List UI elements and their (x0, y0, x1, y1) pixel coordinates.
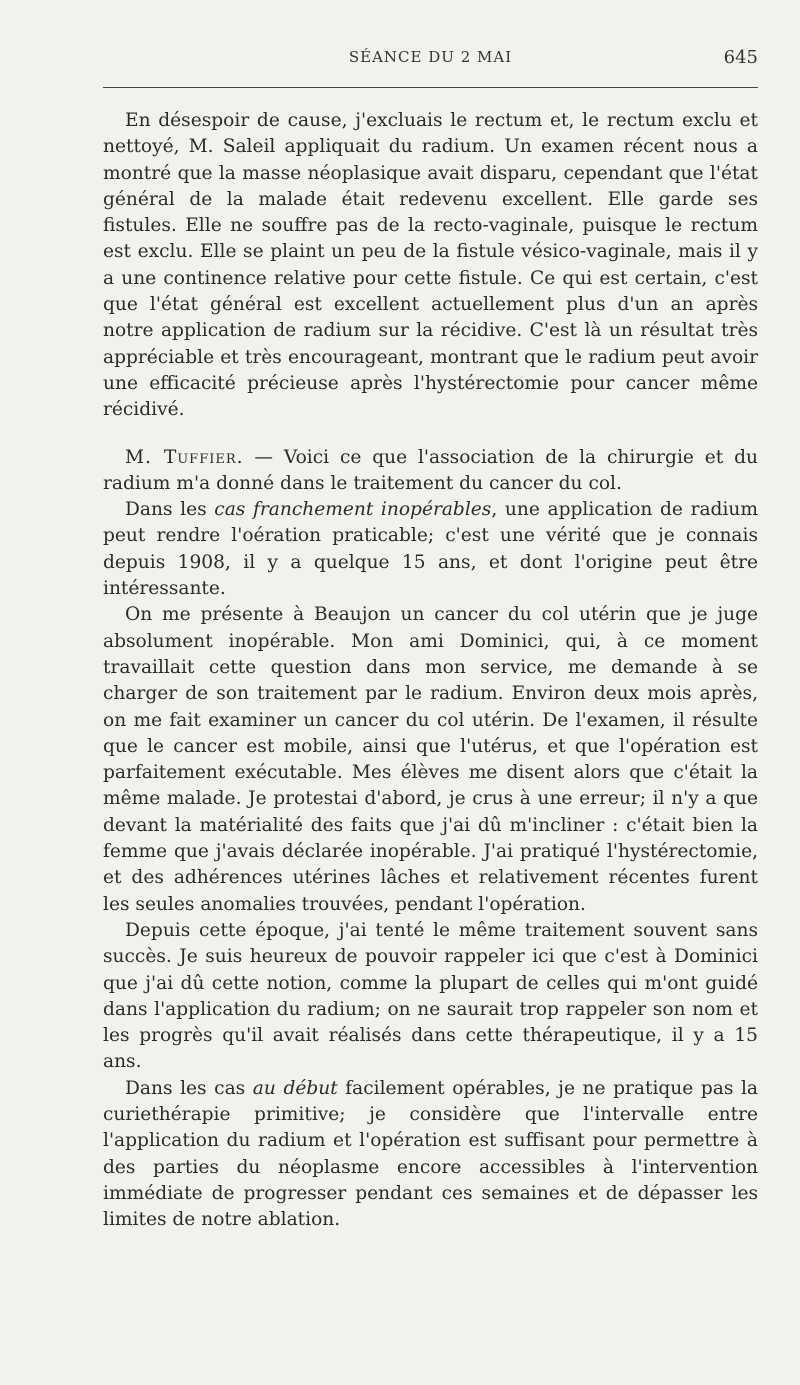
header-rule (103, 87, 758, 88)
paragraph-2 (103, 445, 758, 498)
paragraph-3-emphasis: cas franchement inopérables (214, 499, 492, 521)
paragraph-2-text: — Voici ce que l'association de la chirurgie et du radium m'a donné dans le traitement du cancer du col. (103, 446, 758, 494)
paragraph-6-emphasis: au début (252, 1077, 338, 1099)
page-number: 645 (723, 47, 758, 68)
running-header (103, 44, 758, 72)
paragraph-3-lead: Dans les (125, 499, 215, 521)
paragraph-6-rest: facilement opérables, je ne pratique pas la curiethérapie primitive; je considère que l'intervalle entre l'application du radium et l'opération est suffisant pour permettre à des parties du néoplasme encore accessibles à l'intervention immédiate de progresser pendant ces semaines et de dépasser les limites de notre ablation. (103, 1077, 758, 1231)
speaker-name: M. Tuffier. (125, 446, 244, 468)
header-title: SÉANCE DU 2 MAI (348, 48, 513, 66)
paragraph-6-lead: Dans les cas (125, 1077, 253, 1099)
body-text (103, 108, 758, 1233)
paragraph-5: Depuis cette époque, j'ai tenté le même traitement souvent sans succès. Je suis heureux de pouvoir rappeler ici que c'est à Dominici que j'ai dû cette notion, comme la plupart de celles qui m'ont guidé dans l'application du radium; on ne saurait trop rappeler son nom et les progrès qu'il avait réalisés dans cette thérapeutique, il y a 15 ans. (103, 919, 758, 1073)
paragraph-3-rest: , une application de radium peut rendre l'oération praticable; c'est une vérité que je connais depuis 1908, il y a quelque 15 ans, et dont l'origine peut être intéressante. (103, 499, 759, 600)
paragraph-1: En désespoir de cause, j'excluais le rectum et, le rectum exclu et nettoyé, M. Saleil appliquait du radium. Un examen récent nous a montré que la masse néoplasique avait disparu, cependant que l'état général de la malade était redevenu excellent. Elle garde ses fistules. Elle ne souffre pas de la recto-vaginale, puisque le rectum est exclu. Elle se plaint un peu de la fistule vésico-vaginale, mais il y a une continence relative pour cette fistule. Ce qui est certain, c'est que l'état général est excellent actuellement plus d'un an après notre application de radium sur la récidive. C'est là un résultat très appréciable et très encourageant, montrant que le radium peut avoir une efficacité précieuse après l'hystérectomie pour cancer même récidivé. (103, 110, 758, 421)
paragraph-4: On me présente à Beaujon un cancer du col utérin que je juge absolument inopérable. Mon ami Dominici, qui, à ce moment travaillait cette question dans mon service, me demande à se charger de son traitement par le radium. Environ deux mois après, on me fait examiner un cancer du col utérin. De l'examen, il résulte que le cancer est mobile, ainsi que l'utérus, et que l'opération est parfaitement exécutable. Mes élèves me disent alors que c'était la même malade. Je protestai d'abord, je crus à une erreur; il n'y a que devant la matérialité des faits que j'ai dû m'incliner : c'était bien la femme que j'avais déclarée inopérable. J'ai pratiqué l'hystérectomie, et des adhérences utérines lâches et relativement récentes furent les seules anomalies trouvées, pendant l'opération. (103, 604, 758, 915)
paragraph-3 (103, 497, 758, 602)
paragraph-6 (103, 1076, 758, 1234)
